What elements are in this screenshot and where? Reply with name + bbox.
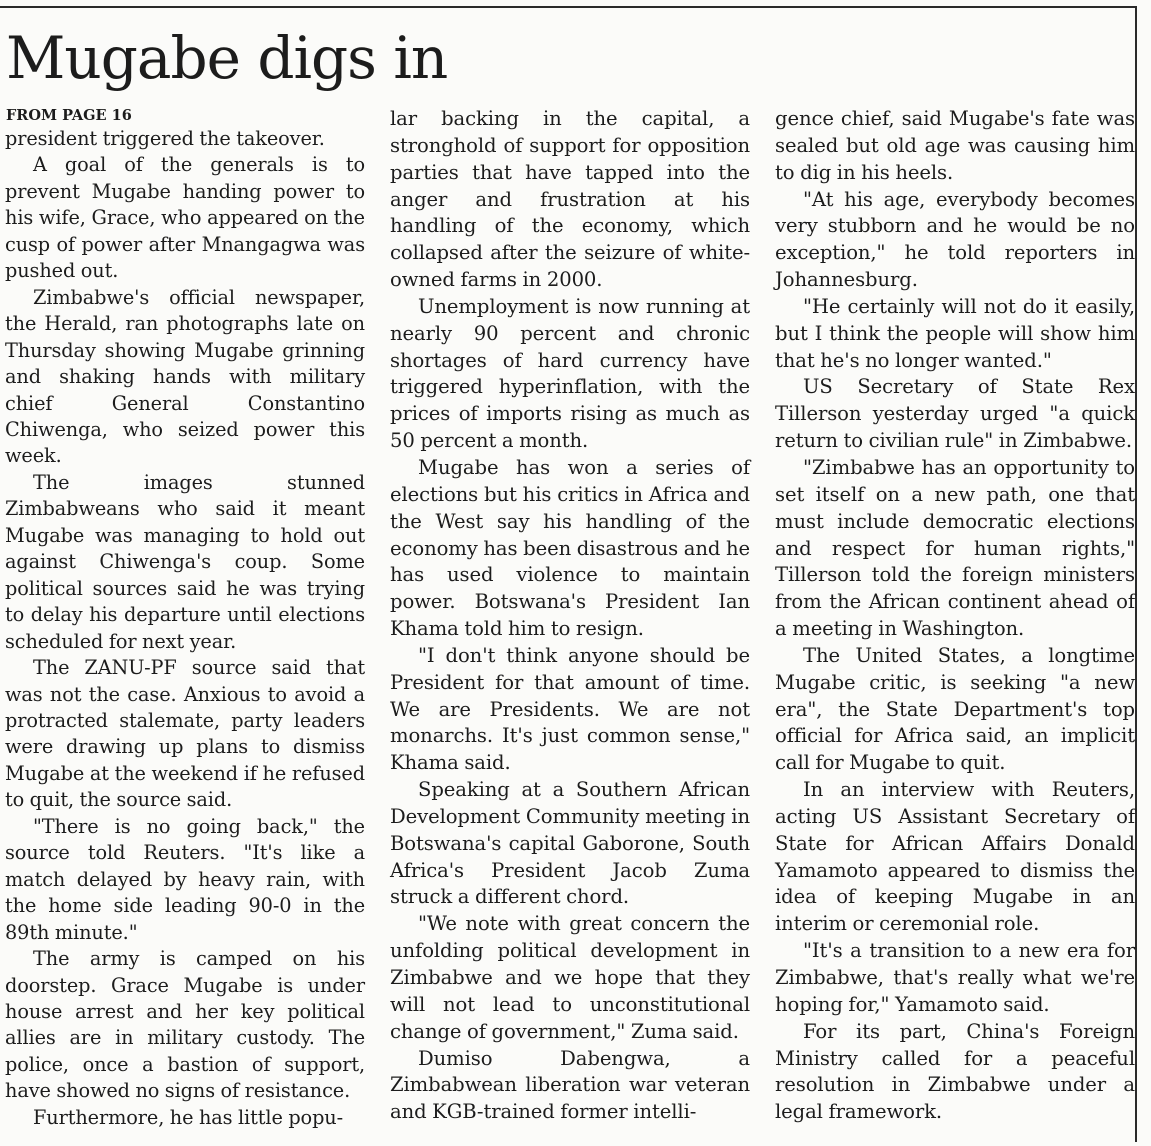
article-column-1 <box>5 106 365 1134</box>
paragraph: "We note with great concern the unfolding political development in Zimbabwe and we hope that they will not lead to unconstitutional change of government," Zuma said. <box>390 912 750 1043</box>
paragraph: Zimbabwe's official newspaper, the Herald, ran photographs late on Thursday showing Mugabe grinning and shaking hands with military chief General Constantino Chiwenga, who seized power this week. <box>5 285 365 468</box>
paragraph: The images stunned Zimbabweans who said it meant Mugabe was managing to hold out against Chiwenga's coup. Some political sources said he was trying to delay his departure until elections scheduled for next year. <box>5 470 365 653</box>
paragraph: president triggered the takeover. <box>5 127 325 150</box>
paragraph: The United States, a longtime Mugabe critic, is seeking "a new era", the State Department's top official for Africa said, an implicit call for Mugabe to quit. <box>775 643 1135 775</box>
paragraph: The ZANU-PF source said that was not the case. Anxious to avoid a protracted stalemate, party leaders were drawing up plans to dismiss Mugabe at the weekend if he refused to quit, the source said. <box>5 656 365 812</box>
paragraph: The army is camped on his doorstep. Grace Mugabe is under house arrest and her key political allies are in military custody. The police, once a bastion of support, have showed no signs of resistance. <box>5 947 365 1103</box>
paragraph: Mugabe has won a series of elections but his critics in Africa and the West say his handling of the economy has been disastrous and he has used violence to maintain power. Botswana's President Ian Khama told him to resign. <box>390 455 750 641</box>
headline: Mugabe digs in <box>6 24 448 92</box>
article-column-2 <box>390 106 750 1134</box>
article-column-3 <box>775 106 1135 1134</box>
paragraph: Speaking at a Southern African Development Community meeting in Botswana's capital Gaborone, South Africa's President Jacob Zuma struck a different chord. <box>390 778 750 909</box>
right-rule <box>1135 6 1137 1142</box>
paragraph: "He certainly will not do it easily, but I think the people will show him that he's no longer wanted." <box>775 294 1135 372</box>
top-rule <box>0 6 1136 8</box>
paragraph: lar backing in the capital, a stronghold of support for opposition parties that have tapped into the anger and frustration at his handling of the economy, which collapsed after the seizure of white-owned farms in 2000. <box>390 107 750 292</box>
continuation-kicker: FROM PAGE 16 <box>6 107 132 124</box>
paragraph: "At his age, everybody becomes very stubborn and he would be no exception," he told reporters in Johannesburg. <box>775 187 1135 292</box>
paragraph: "Zimbabwe has an opportunity to set itself on a new path, one that must include democratic elections and respect for human rights," Tillerson told the foreign ministers from the African continent ahead of a meeting in Washington. <box>775 455 1135 641</box>
paragraph: Furthermore, he has little popu- <box>33 1105 344 1129</box>
paragraph: gence chief, said Mugabe's fate was sealed but old age was causing him to dig in his heels. <box>775 107 1135 184</box>
paragraph: For its part, China's Foreign Ministry called for a peaceful resolution in Zimbabwe under a legal framework. <box>775 1019 1135 1124</box>
paragraph: "It's a transition to a new era for Zimbabwe, that's really what we're hoping for," Yamamoto said. <box>775 939 1135 1016</box>
paragraph: "I don't think anyone should be President for that amount of time. We are Presidents. We are not monarchs. It's just common sense," Khama said. <box>390 643 750 775</box>
paragraph: A goal of the generals is to prevent Mugabe handing power to his wife, Grace, who appeared on the cusp of power after Mnangagwa was pushed out. <box>5 153 365 283</box>
paragraph: Dumiso Dabengwa, a Zimbabwean liberation war veteran and KGB-trained former intelli- <box>390 1046 750 1124</box>
paragraph: "There is no going back," the source told Reuters. "It's like a match delayed by heavy rain, with the home side leading 90-0 in the 89th minute." <box>5 814 365 944</box>
paragraph: In an interview with Reuters, acting US Assistant Secretary of State for African Affairs Donald Yamamoto appeared to dismiss the idea of keeping Mugabe in an interim or ceremonial role. <box>775 778 1135 936</box>
paragraph: Unemployment is now running at nearly 90 percent and chronic shortages of hard currency have triggered hyperinflation, with the prices of imports rising as much as 50 percent a month. <box>390 294 750 453</box>
paragraph: US Secretary of State Rex Tillerson yesterday urged "a quick return to civilian rule" in Zimbabwe. <box>775 375 1135 453</box>
